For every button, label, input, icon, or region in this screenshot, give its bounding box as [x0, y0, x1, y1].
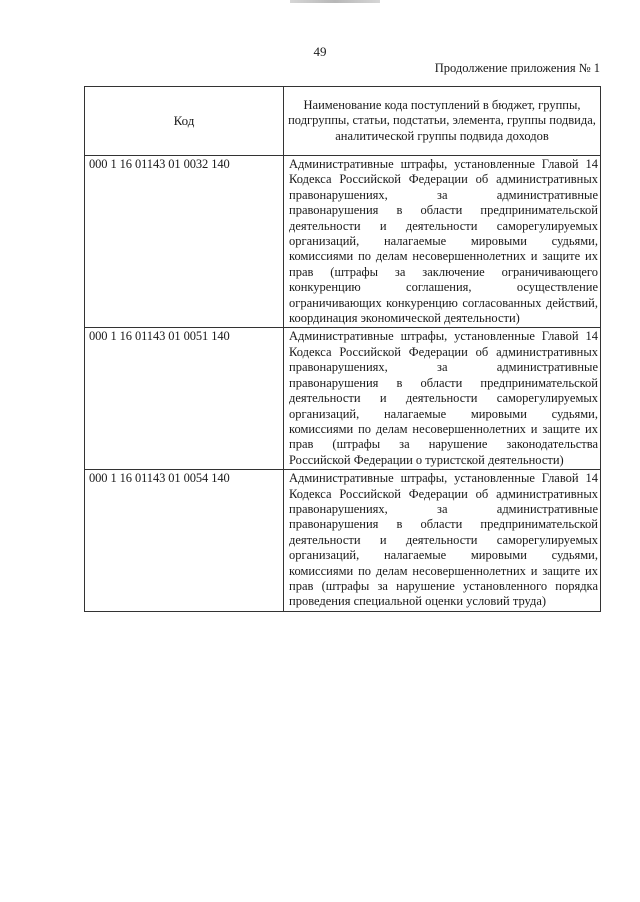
table-header-row: [85, 87, 601, 156]
row-name: Административные штрафы, установленные Главой 14 Кодекса Российской Федерации об административных правонарушениях, за административные правонарушения в области предпринимательской деятельности и деятельности саморегулируемых организаций, налагаемые мировыми судьями, комиссиями по делам несовершеннолетних и защите их прав (штрафы за нарушение установленного порядка проведения специальной оценки условий труда): [284, 470, 601, 612]
row-name: Административные штрафы, установленные Главой 14 Кодекса Российской Федерации об административных правонарушениях, за административные правонарушения в области предпринимательской деятельности и деятельности саморегулируемых организаций, налагаемые мировыми судьями, комиссиями по делам несовершеннолетних и защите их прав (штрафы за нарушение законодательства Российской Федерации о туристской деятельности): [284, 328, 601, 470]
header-code: Код: [85, 87, 284, 156]
row-name: Административные штрафы, установленные Главой 14 Кодекса Российской Федерации об административных правонарушениях, за административные правонарушения в области предпринимательской деятельности и деятельности саморегулируемых организаций, налагаемые мировыми судьями, комиссиями по делам несовершеннолетних и защите их прав (штрафы за заключение ограничивающего конкуренцию соглашения, осуществление ограничивающих конкуренцию согласованных действий, координация экономической деятельности): [284, 156, 601, 328]
table-row: [85, 156, 601, 328]
row-code: 000 1 16 01143 01 0051 140: [85, 328, 284, 470]
table-row: [85, 470, 601, 612]
scan-artifact: [290, 0, 380, 3]
header-name: Наименование кода поступлений в бюджет, группы, подгруппы, статьи, подстатьи, элемента, группы подвида, аналитической группы подвида доходов: [284, 87, 601, 156]
page-number: 49: [313, 44, 327, 59]
table-row: [85, 328, 601, 470]
revenue-codes-table: [84, 86, 601, 612]
row-code: 000 1 16 01143 01 0054 140: [85, 470, 284, 612]
row-code: 000 1 16 01143 01 0032 140: [85, 156, 284, 328]
continuation-label: Продолжение приложения № 1: [434, 61, 600, 75]
